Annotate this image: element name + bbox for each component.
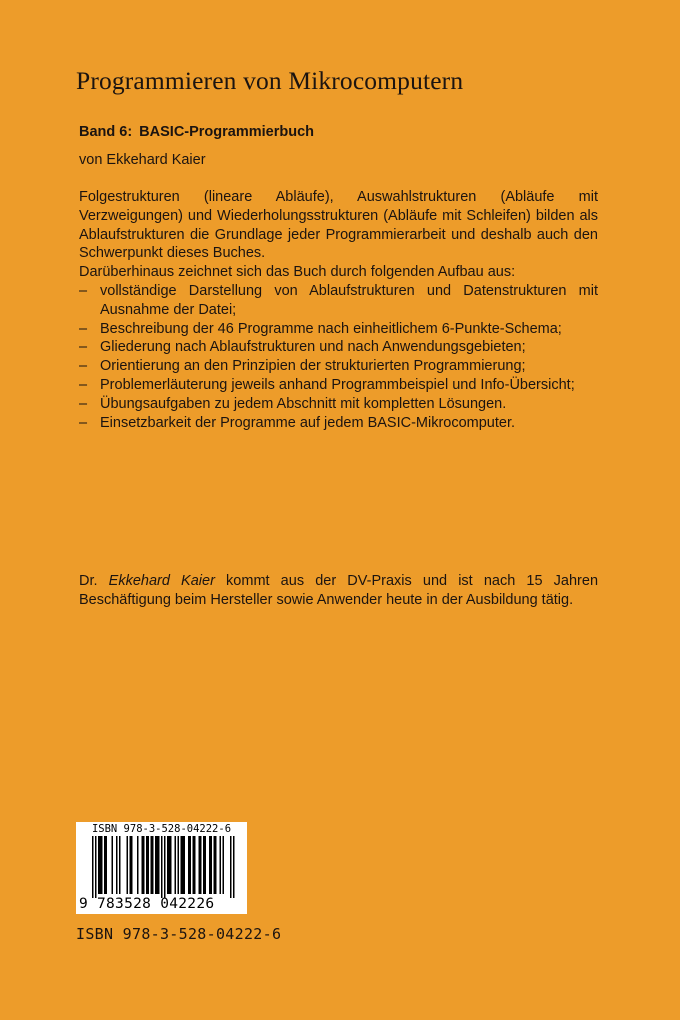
bio-author-name: Ekkehard Kaier [108, 573, 215, 589]
bio-text: kommt aus der DV-Praxis und ist nach 15 Jahren Beschäftigung beim Hersteller sowie Anwender heute in der Ausbildung tätig. [79, 573, 599, 608]
barcode-bar [119, 836, 121, 894]
barcode-bar [214, 836, 216, 894]
dash-bullet: – [79, 395, 88, 412]
barcode-isbn-label: ISBN 978-3-528-04222-6 [91, 823, 232, 835]
barcode-bar [116, 836, 118, 894]
description-intro: Folgestrukturen (lineare Abläufe), Auswahlstrukturen (Abläufe mit Verzweigungen) und Wiederholungsstrukturen (Abläufe mit Schleifen) bilden als Ablaufstrukturen die Grundlage jeder Programmierarbeit und deshalb auch den Schwerpunkt dieses Buches. [79, 189, 598, 262]
barcode-bar [146, 836, 148, 894]
barcode-bar [142, 836, 144, 894]
list-item: – Gliederung nach Ablaufstrukturen und nach Anwendungsgebieten; [79, 339, 526, 356]
barcode-bar [193, 836, 195, 894]
barcode-bar [98, 836, 100, 894]
barcode-bar [137, 836, 139, 894]
volume-heading [79, 124, 314, 140]
barcode-bar [223, 836, 225, 894]
barcode-bar [200, 836, 202, 894]
barcode-bar [220, 836, 222, 894]
barcode-bar [92, 836, 94, 898]
barcode-digit-groups: 783528 042226 [97, 896, 215, 912]
barcode-bar [143, 836, 145, 894]
dash-bullet: – [79, 414, 88, 431]
barcode-bar [188, 836, 190, 894]
author-line: von Ekkehard Kaier [79, 152, 206, 168]
barcode-bar [167, 836, 169, 894]
barcode-bar [158, 836, 160, 894]
barcode-bar [152, 836, 154, 894]
description [79, 188, 598, 432]
barcode-bar [215, 836, 217, 894]
list-item: – Übungsaufgaben zu jedem Abschnitt mit kompletten Lösungen. [79, 395, 507, 412]
barcode-bar [101, 836, 103, 894]
barcode-bar [112, 836, 114, 894]
feature-list [79, 282, 598, 432]
barcode-bar [127, 836, 129, 894]
barcode-bar [169, 836, 171, 894]
series-title: Programmieren von Mikrocomputern [76, 66, 464, 95]
barcode-bar [100, 836, 102, 894]
bio-prefix: Dr. [79, 573, 109, 589]
barcode-bar [211, 836, 213, 894]
description-lead: Darüberhinaus zeichnet sich das Buch durch folgenden Aufbau aus: [79, 264, 516, 281]
dash-bullet: – [79, 339, 88, 356]
barcode-lead-digit: 9 [79, 896, 88, 912]
dash-bullet: – [79, 282, 88, 299]
dash-bullet: – [79, 376, 88, 393]
barcode-bar [157, 836, 159, 894]
barcode-bar [190, 836, 192, 894]
author-bio [79, 572, 598, 610]
barcode-bar [151, 836, 153, 894]
barcode-bar [175, 836, 177, 894]
barcode-bar [184, 836, 186, 894]
barcode-bar [104, 836, 106, 894]
barcode-bar [194, 836, 196, 894]
dash-bullet: – [79, 358, 88, 375]
barcode-bar [130, 836, 132, 894]
barcode-bar [230, 836, 232, 898]
list-item: – Einsetzbarkeit der Programme auf jedem BASIC-Mikrocomputer. [79, 414, 516, 431]
barcode-bar [203, 836, 205, 894]
list-item: – vollständige Darstellung von Ablaufstrukturen und Datenstrukturen mit Ausnahme der Datei; [79, 282, 598, 318]
barcode-bars [76, 836, 247, 898]
isbn-text: ISBN 978-3-528-04222-6 [76, 925, 282, 943]
barcode-bar [199, 836, 201, 894]
barcode [76, 822, 247, 914]
barcode-bar [148, 836, 150, 894]
list-item: – Beschreibung der 46 Programme nach einheitlichem 6-Punkte-Schema; [79, 320, 562, 337]
dash-bullet: – [79, 320, 88, 337]
barcode-bar [205, 836, 207, 894]
barcode-bar [161, 836, 163, 898]
barcode-bar [155, 836, 157, 894]
barcode-bar [164, 836, 166, 898]
barcode-bar [178, 836, 180, 894]
barcode-bar [209, 836, 211, 894]
volume-label: Band 6: [79, 124, 133, 140]
barcode-bar [170, 836, 172, 894]
list-item: – Orientierung an den Prinzipien der strukturierten Programmierung; [79, 358, 526, 375]
barcode-bar [233, 836, 235, 898]
list-item: – Problemerläuterung jeweils anhand Programmbeispiel und Info-Übersicht; [79, 376, 575, 393]
barcode-bar [95, 836, 97, 898]
barcode-bar [181, 836, 183, 894]
barcode-bar [131, 836, 133, 894]
barcode-bar [106, 836, 108, 894]
volume-title: BASIC-Programmierbuch [139, 124, 315, 140]
barcode-bar [182, 836, 184, 894]
